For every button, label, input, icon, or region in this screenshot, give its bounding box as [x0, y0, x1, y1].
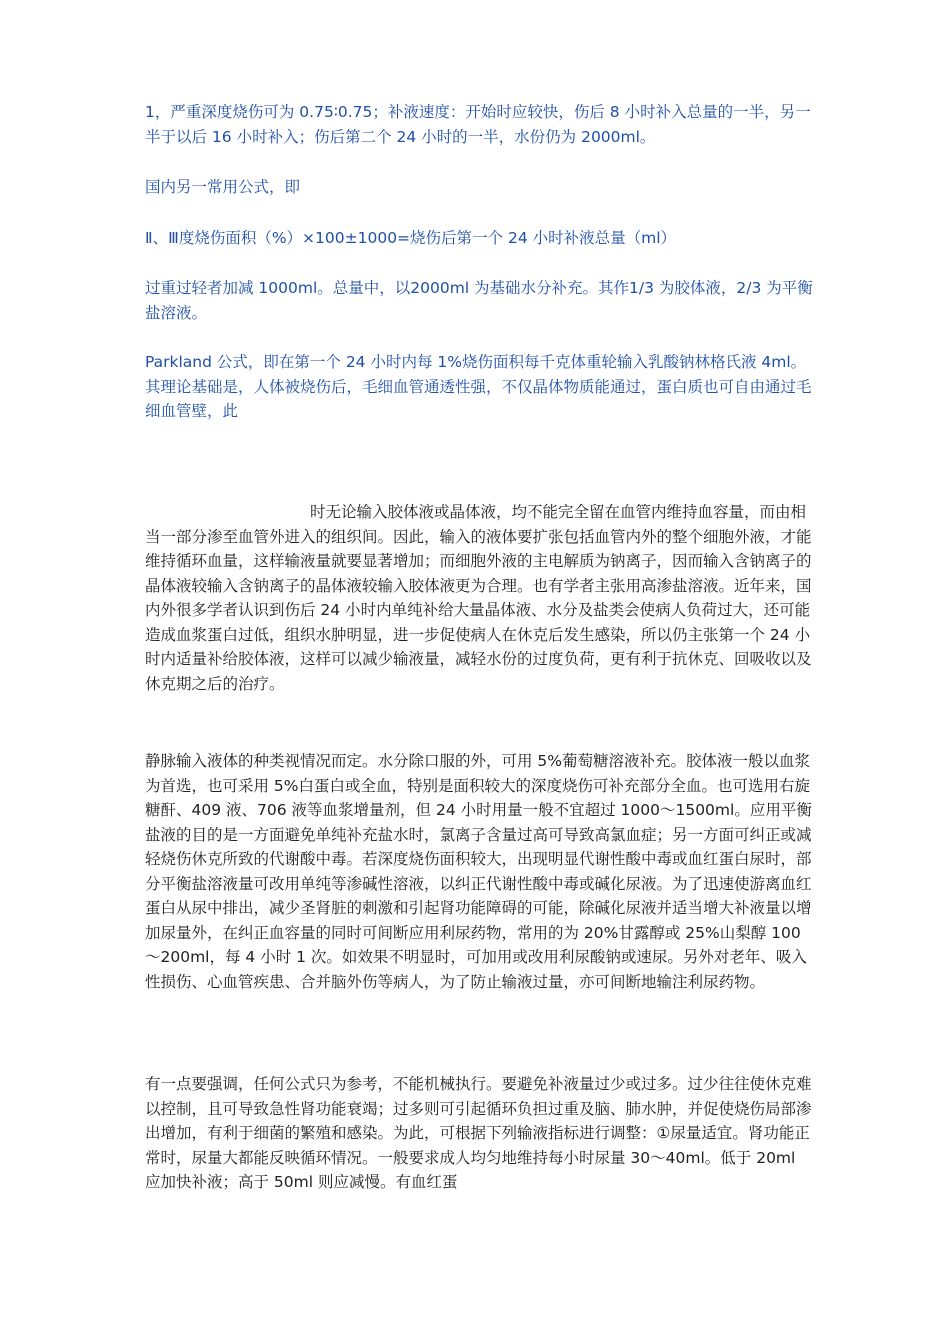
paragraph-domestic-formula-intro: 国内另一常用公式，即 [145, 178, 301, 196]
paragraph-emphasis: 有一点要强调，任何公式只为参考，不能机械执行。要避免补液量过少或过多。过少往往使休克难以控制，且可导致急性肾功能衰竭；过多则可引起循环负担过重及脑、肺水肿，并促使烧伤局部渗出增加，有利于细菌的繁殖和感染。为此，可根据下列输液指标进行调整：①尿量适宜。肾功能正常时，尿量大都能反映循环情况。一般要求成人均匀地维持每小时尿量 30～40ml。低于 20ml 应加快补液；高于 50ml 则应减慢。有血红蛋 [145, 1075, 812, 1191]
paragraph-formula-ratio: 1，严重深度烧伤可为 0.75∶0.75；补液速度：开始时应较快，伤后 8 小时补入总量的一半，另一半于以后 16 小时补入；伤后第二个 24 小时的一半，水份仍为 2000ml。 [145, 103, 811, 146]
paragraph-parkland: Parkland 公式，即在第一个 24 小时内每 1%烧伤面积每千克体重轮输入乳酸钠林格氏液 4ml。其理论基础是，人体被烧伤后，毛细血管通透性强，不仅晶体物质能通过，蛋白质也可自由通过毛细血管壁，此 [145, 353, 812, 420]
paragraph-fluid-types: 静脉输入液体的种类视情况而定。水分除口服的外，可用 5%葡萄糖溶液补充。胶体液一般以血浆为首选，也可采用 5%白蛋白或全血，特别是面积较大的深度烧伤可补充部分全血。也可选用右旋糖酐、409 液、706 液等血浆增量剂，但 24 小时用量一般不宜超过 1000～1500ml。应用平衡盐液的目的是一方面避免单纯补充盐水时，氯离子含量过高可导致高氯血症；另一方面可纠正或减轻烧伤休克所致的代谢酸中毒。若深度烧伤面积较大，出现明显代谢性酸中毒或血红蛋白尿时，部分平衡盐溶液量可改用单纯等渗碱性溶液，以纠正代谢性酸中毒或碱化尿液。为了迅速使游离血红蛋白从尿中排出，减少圣肾脏的刺激和引起肾功能障碍的可能，除碱化尿液并适当增大补液量以增加尿量外，在纠正血容量的同时可间断应用利尿药物，常用的为 20%甘露醇或 25%山梨醇 100～200ml，每 4 小时 1 次。如效果不明显时，可加用或改用利尿酸钠或速尿。另外对老年、吸入性损伤、心血管疾患、合并脑外伤等病人，为了防止输液过量，亦可间断地输注利尿药物。 [145, 752, 812, 991]
paragraph-theory-continued: 时无论输入胶体液或晶体液，均不能完全留在血管内维持血容量，而由相当一部分渗至血管外进入的组织间。因此，输入的液体要扩张包括血管内外的整个细胞外液，才能维持循环血量，这样输液量就要显著增加；而细胞外液的主电解质为钠离子，因而输入含钠离子的晶体液较输入含钠离子的晶体液较输入胶体液更为合理。也有学者主张用高渗盐溶液。近年来，国内外很多学者认识到伤后 24 小时内单纯补给大量晶体液、水分及盐类会使病人负荷过大，还可能造成血浆蛋白过低，组织水肿明显，进一步促使病人在休克后发生感染，所以仍主张第一个 24 小时内适量补给胶体液，这样可以减少输液量，减轻水份的过度负荷，更有利于抗休克、回吸收以及休克期之后的治疗。 [145, 503, 812, 693]
paragraph-domestic-formula: Ⅱ、Ⅲ度烧伤面积（%）×100±1000=烧伤后第一个 24 小时补液总量（ml） [145, 229, 677, 247]
paragraph-adjustment: 过重过轻者加减 1000ml。总量中，以2000ml 为基础水分补充。其作1/3 为胶体液，2/3 为平衡盐溶液。 [145, 279, 813, 322]
